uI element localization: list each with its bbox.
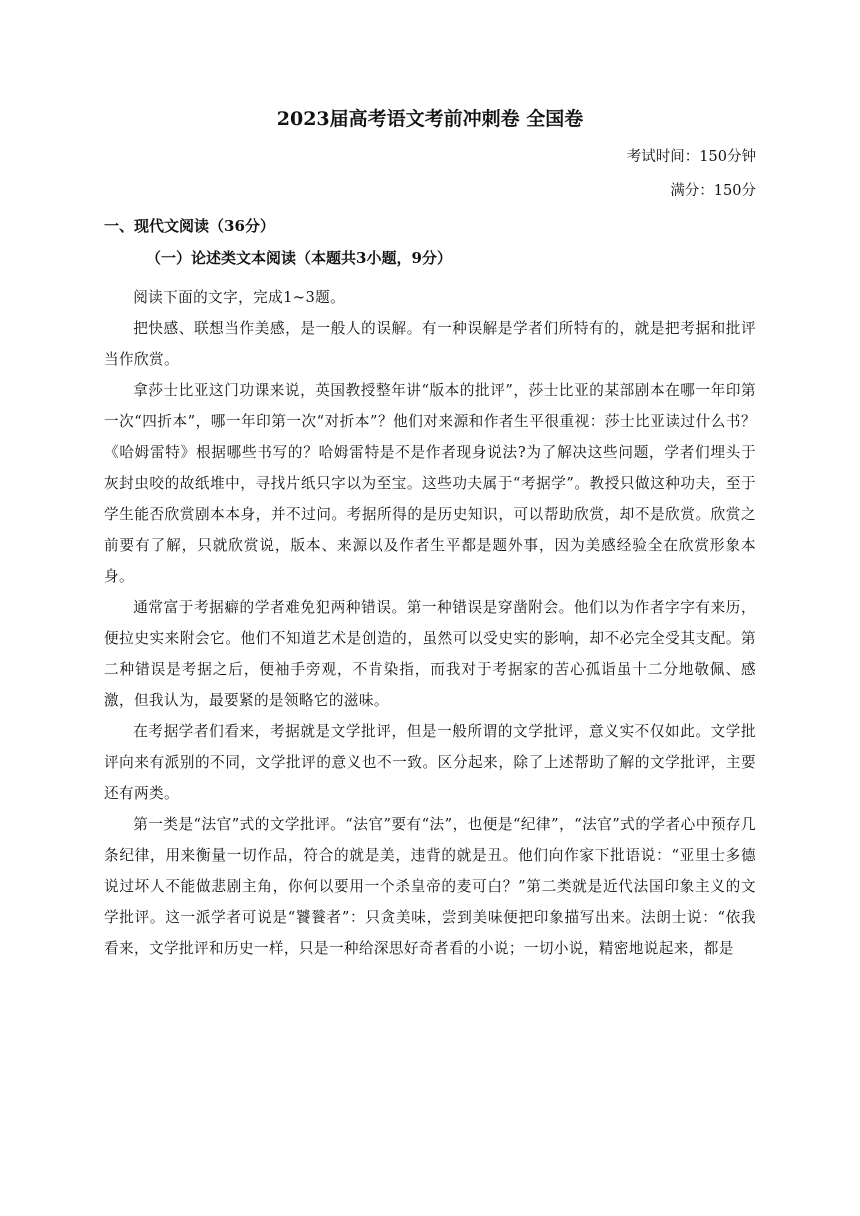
instruction-paragraph: 阅读下面的文字，完成1~3题。 (133, 289, 346, 306)
reading-passage (104, 282, 756, 964)
passage-paragraph: 通常富于考据癖的学者难免犯两种错误。第一种错误是穿凿附会。他们以为作者字字有来历，便拉史实来附会它。他们不知道艺术是创造的，虽然可以受史实的影响，却不必完全受其支配。第二种错误是考据之后，便袖手旁观，不肯染指，而我对于考据家的苦心孤诣虽十二分地敬佩、感激，但我认为，最要紧的是领略它的滋味。 (104, 599, 756, 709)
passage-paragraph: 把快感、联想当作美感，是一般人的误解。有一种误解是学者们所特有的，就是把考据和批评当作欣赏。 (104, 320, 756, 368)
exam-time: 考试时间：150分钟 (626, 149, 756, 165)
passage-paragraph: 第一类是“法官”式的文学批评。“法官”要有“法”，也便是“纪律”，“法官”式的学者心中预存几条纪律，用来衡量一切作品，符合的就是美，违背的就是丑。他们向作家下批语说：“亚里士多德说过坏人不能做悲剧主角，你何以要用一个杀皇帝的麦可白？”第二类就是近代法国印象主义的文学批评。这一派学者可说是“饕餮者”：只贪美味，尝到美味便把印象描写出来。法朗士说：“依我看来，文学批评和历史一样，只是一种给深思好奇者看的小说；一切小说，精密地说起来，都是 (104, 816, 756, 957)
subsection-heading: （一）论述类文本阅读（本题共3小题，9分） (146, 249, 452, 267)
passage-paragraph: 拿莎士比亚这门功课来说，英国教授整年讲“版本的批评”，莎士比亚的某部剧本在哪一年印第一次“四折本”，哪一年印第一次“对折本”？他们对来源和作者生平很重视：莎士比亚读过什么书？《哈姆雷特》根据哪些书写的？哈姆雷特是不是作者现身说法?为了解决这些问题，学者们埋头于灰封虫咬的故纸堆中，寻找片纸只字以为至宝。这些功夫属于“考据学”。教授只做这种功夫，至于学生能否欣赏剧本本身，并不过问。考据所得的是历史知识，可以帮助欣赏，却不是欣赏。欣赏之前要有了解，只就欣赏说，版本、来源以及作者生平都是题外事，因为美感经验全在欣赏形象本身。 (104, 382, 756, 585)
passage-paragraph: 在考据学者们看来，考据就是文学批评，但是一般所谓的文学批评，意义实不仅如此。文学批评向来有派别的不同，文学批评的意义也不一致。区分起来，除了上述帮助了解的文学批评，主要还有两类。 (104, 723, 756, 802)
exam-title: 2023届高考语文考前冲刺卷 全国卷 (276, 108, 584, 130)
full-score: 满分：150分 (670, 183, 756, 199)
section-heading: 一、现代文阅读（36分） (104, 217, 275, 235)
